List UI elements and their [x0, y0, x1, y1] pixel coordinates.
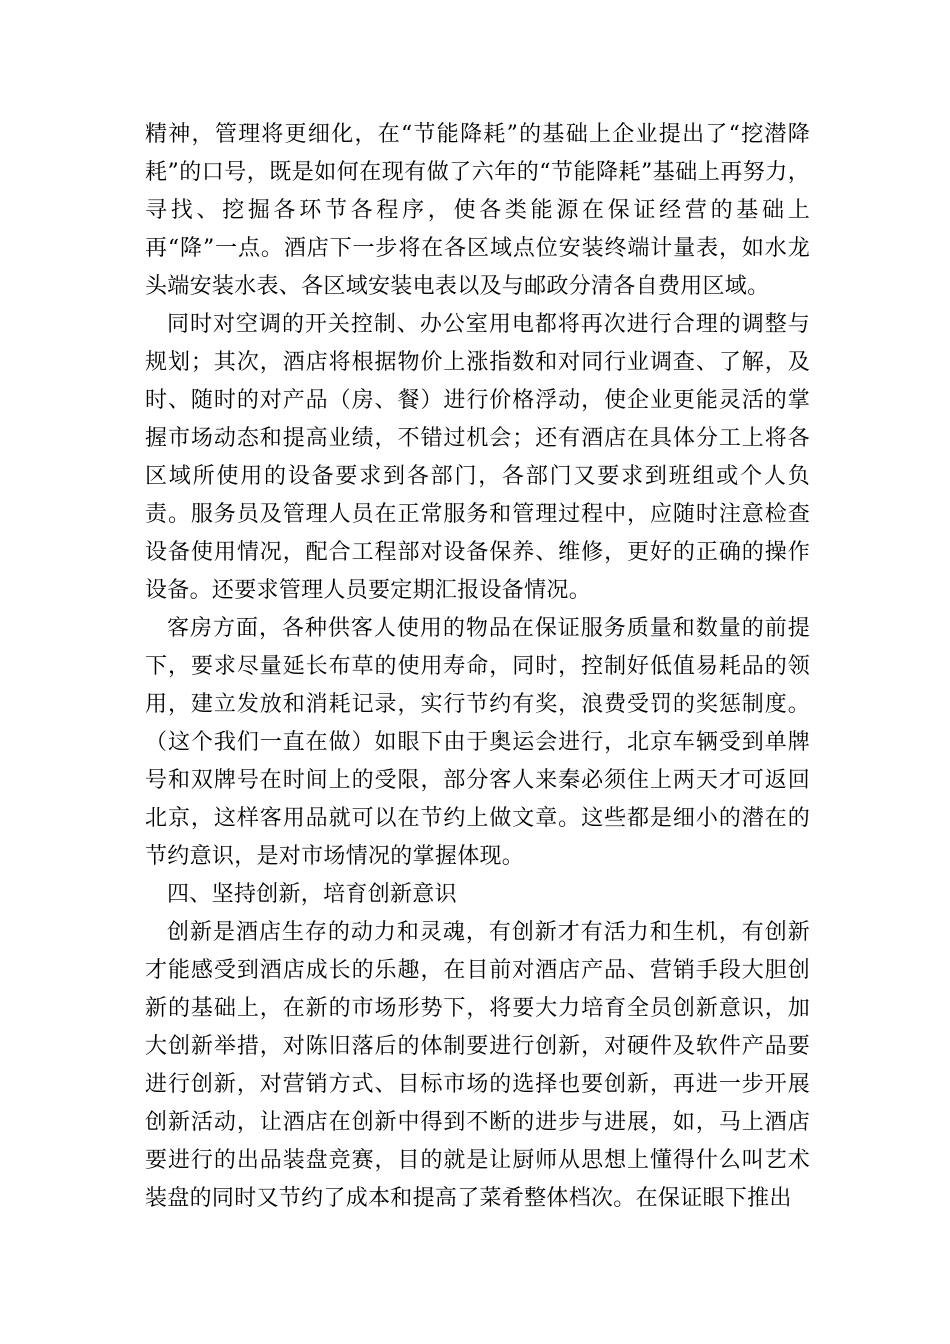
- paragraph-guest-room: 客房方面，各种供客人使用的物品在保证服务质量和数量的前提下，要求尽量延长布草的使用寿命，同时，控制好低值易耗品的领用，建立发放和消耗记录，实行节约有奖，浪费受罚的奖惩制度。（这个我们一直在做）如眼下由于奥运会进行，北京车辆受到单牌号和双牌号在时间上的受限，部分客人来秦必须住上两天才可返回北京，这样客用品就可以在节约上做文章。这些都是细小的潜在的节约意识，是对市场情况的掌握体现。: [145, 616, 810, 869]
- paragraph-equipment-management: 同时对空调的开关控制、办公室用电都将再次进行合理的调整与规划；其次，酒店将根据物价上涨指数和对同行业调查、了解，及时、随时的对产品（房、餐）进行价格浮动，使企业更能灵活的掌握市场动态和提高业绩，不错过机会；还有酒店在具体分工上将各区域所使用的设备要求到各部门，各部门又要求到班组或个人负责。服务员及管理人员在正常服务和管理过程中，应随时注意检查设备使用情况，配合工程部对设备保养、维修，更好的正确的操作设备。还要求管理人员要定期汇报设备情况。: [145, 312, 810, 603]
- section-heading-innovation: 四、坚持创新，培育创新意识: [167, 882, 457, 907]
- paragraph-energy-saving: 精神，管理将更细化，在“节能降耗”的基础上企业提出了“挖潜降耗”的口号，既是如何在现有做了六年的“节能降耗”基础上再努力，寻找、挖掘各环节各程序，使各类能源在保证经营的基础上再“降”一点。酒店下一步将在各区域点位安装终端计量表，如水龙头端安装水表、各区域安装电表以及与邮政分清各自费用区域。: [145, 122, 810, 299]
- paragraph-innovation: 创新是酒店生存的动力和灵魂，有创新才有活力和生机，有创新才能感受到酒店成长的乐趣，在目前对酒店产品、营销手段大胆创新的基础上，在新的市场形势下，将要大力培育全员创新意识，加大创新举措，对陈旧落后的体制要进行创新，对硬件及软件产品要进行创新，对营销方式、目标市场的选择也要创新，再进一步开展创新活动，让酒店在创新中得到不断的进步与进展，如，马上酒店要进行的出品装盘竞赛，目的就是让厨师从思想上懂得什么叫艺术装盘的同时又节约了成本和提高了菜肴整体档次。在保证眼下推出: [145, 920, 810, 1211]
- document-body: [145, 116, 810, 1218]
